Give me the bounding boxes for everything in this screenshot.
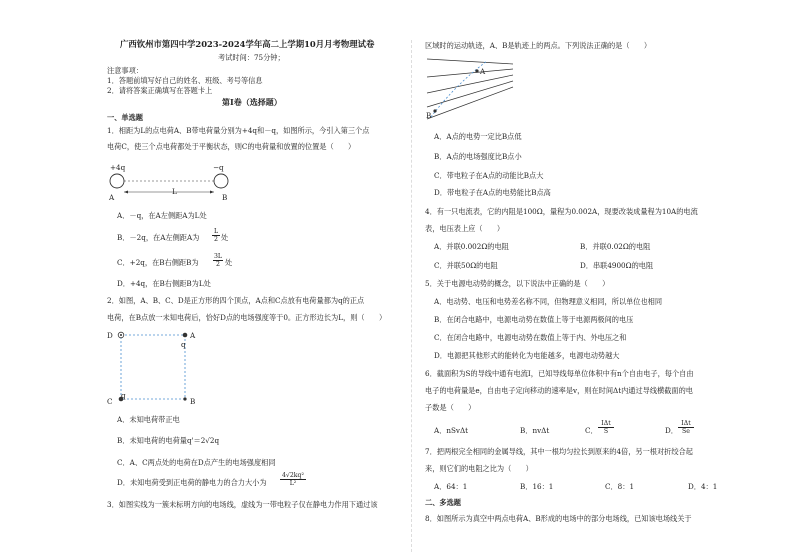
column-divider (411, 40, 412, 552)
q2-d-denominator: L² (280, 479, 306, 487)
q2-d-fraction (280, 472, 306, 487)
q6-c-fraction (598, 420, 614, 435)
note-2: 2．请将答案正确填写在答题卡上 (107, 86, 213, 95)
q7-option-c: C．8：1 (605, 482, 635, 491)
q3-line1: 3．如图实线为一簇未标明方向的电场线，虚线为一带电粒子仅在静电力作用下通过该 (107, 500, 378, 509)
q6-option-b: B．nvΔt (520, 426, 550, 435)
q1-c-fraction (213, 253, 223, 268)
q3-option-c: C．带电粒子在A点的动能比B点大 (434, 171, 544, 180)
q4-option-c: C．并联50Ω的电阻 (434, 261, 498, 270)
fig1-diagram (108, 172, 233, 194)
exam-time: 考试时间：75分钟； (218, 53, 285, 62)
q6-option-c: C． (585, 426, 598, 435)
fig1-label-b: B (222, 193, 228, 202)
fig1-charge-b: −q (213, 163, 224, 172)
q6-line3: 子数是（ ） (425, 403, 476, 412)
part-single-choice: 一、单选题 (107, 113, 143, 122)
q2-option-b: B．未知电荷的电荷量q'＝2√2q (117, 436, 220, 445)
q3-option-d: D．带电粒子在A点的电势能比B点高 (434, 188, 551, 197)
fig1-label-a: A (109, 193, 115, 202)
q1-b-fraction (212, 228, 220, 243)
q7-line1: 7．把两根完全相同的金属导线，其中一根均匀拉长到原来的4倍，另一根对折绞合起 (425, 447, 693, 456)
q1-b-numerator: L (213, 228, 219, 235)
fig2-label-c: C (107, 397, 113, 406)
note-1: 1．答题前填写好自己的姓名、班级、考号等信息 (107, 76, 263, 85)
q6-line1: 6．截面积为S的导线中通有电流I，已知导线每单位体积中有n个自由电子，每个自由 (425, 369, 694, 378)
part-multi-choice: 二、多选题 (425, 498, 461, 507)
q4-option-a: A．并联0.002Ω的电阻 (434, 242, 509, 251)
q1-option-b: B．－2q，在A左侧距A为 (117, 233, 200, 242)
fig2-diagram (116, 330, 190, 404)
q1-option-a: A．－q，在A左侧距A为L处 (117, 211, 207, 220)
q6-c-denominator: S (598, 427, 614, 435)
q5-line1: 5．关于电源电动势的概念，以下说法中正确的是（ ） (425, 279, 610, 288)
q1-line2: 电荷C，使三个点电荷都处于平衡状态，则C的电荷量和放置的位置是（ ） (107, 142, 356, 151)
q6-d-fraction (678, 420, 694, 435)
exam-title: 广西钦州市第四中学2023-2024学年高二上学期10月月考物理试卷 (120, 39, 375, 49)
q2-option-d: D．未知电荷受到正电荷的静电力的合力大小为 (117, 478, 267, 487)
q1-c-numerator: 3L (213, 253, 223, 260)
fig3-label-b: B (426, 111, 432, 120)
q5-option-c: C．在闭合电路中，电源电动势在数值上等于内、外电压之和 (434, 333, 627, 342)
fig2-label-d: D (107, 331, 113, 340)
q3-option-b: B．A点的电场强度比B点小 (434, 152, 522, 161)
q7-line2: 来，则它们的电阻之比为（ ） (425, 464, 533, 473)
q3-option-a: A．A点的电势一定比B点低 (434, 132, 522, 141)
q4-line2: 表，电压表上应（ ） (425, 224, 505, 233)
fig2-label-b: B (190, 397, 196, 406)
q3-line2: 区域时的运动轨迹，A、B是轨迹上的两点。下列说法正确的是（ ） (425, 41, 652, 50)
fig1-charge-a: +4q (110, 163, 126, 172)
q6-d-numerator: IΔt (681, 420, 691, 427)
q6-option-d: D． (665, 426, 678, 435)
q1-c-suffix: 处 (225, 258, 233, 267)
q2-option-a: A．未知电荷带正电 (117, 415, 180, 424)
q7-option-b: B．16：1 (520, 482, 554, 491)
q1-line1: 1．相距为L的点电荷A、B带电荷量分别为+4q和－q，如图所示，今引入第三个点 (107, 126, 370, 135)
q4-option-b: B．并联0.02Ω的电阻 (580, 242, 651, 251)
q2-line1: 2．如图，A、B、C、D是正方形的四个顶点，A点和C点放有电荷量都为q的正点 (107, 296, 365, 305)
notes-title: 注意事项： (107, 66, 143, 75)
q7-option-d: D．4：1 (688, 482, 718, 491)
fig1-label-l: L (172, 187, 177, 196)
q5-option-a: A．电动势、电压和电势差名称不同，但物理意义相同，所以单位也相同 (434, 297, 663, 306)
q8-line1: 8．如图所示为真空中两点电荷A、B形成的电场中的部分电场线，已知该电场线关于 (425, 514, 692, 523)
q4-line1: 4．有一只电流表，它的内阻是100Ω，量程为0.002A，现要改装成量程为10A的电流 (425, 207, 698, 216)
q2-option-c: C．A、C两点处的电荷在D点产生的电场强度相同 (117, 458, 276, 467)
section-title: 第I卷（选择题） (222, 97, 282, 107)
fig3-label-a: A (480, 67, 486, 76)
q4-option-d: D．串联4900Ω的电阻 (580, 261, 654, 270)
q7-option-a: A．64：1 (434, 482, 468, 491)
q5-option-d: D．电源把其他形式的能转化为电能越多，电源电动势越大 (434, 351, 620, 360)
q1-option-c: C．+2q，在B右侧距B为 (117, 258, 199, 267)
q6-line2: 电子的电荷量是e，自由电子定向移动的速率是v，则在时间Δt内通过导线横截面的电 (425, 386, 693, 395)
q2-line2: 电荷，在B点放一未知电荷后，恰好D点的电场强度等于0。正方形边长为L，则（ ） (107, 313, 387, 322)
fig2-label-qa: q (181, 340, 186, 349)
q2-d-numerator: 4√2kq² (281, 472, 304, 479)
q1-c-denominator: 2 (213, 260, 223, 268)
q6-c-numerator: IΔt (601, 420, 611, 427)
fig2-label-a: A (190, 331, 196, 340)
q5-option-b: B．在闭合电路中，电源电动势在数值上等于电源两极间的电压 (434, 315, 634, 324)
q6-option-a: A．nSvΔt (434, 426, 469, 435)
q1-option-d: D．+4q，在B右侧距B为L处 (117, 279, 211, 288)
fig3-diagram (425, 55, 515, 121)
fig2-label-qc: q (121, 391, 126, 400)
q1-b-denominator: 2 (212, 235, 220, 243)
q6-d-denominator: Se (678, 427, 694, 435)
q1-b-suffix: 处 (221, 233, 229, 242)
